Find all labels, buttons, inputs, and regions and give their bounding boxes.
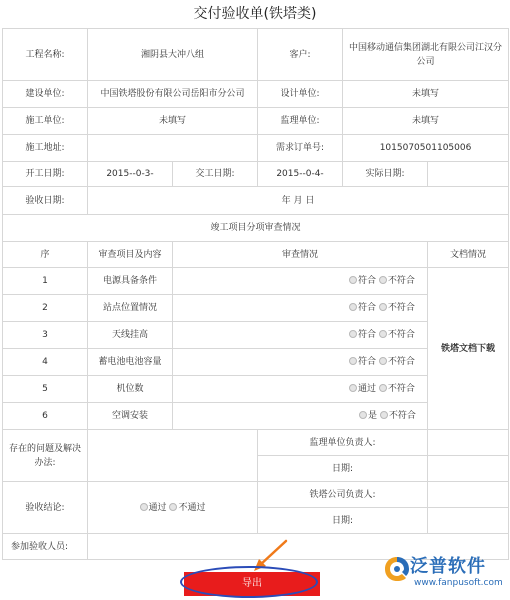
tower-lead-label: 铁塔公司负责人:: [258, 482, 428, 508]
row-dates: [3, 162, 509, 187]
order-no-value: 1015070501105006: [343, 135, 509, 162]
order-no-label: 需求订单号:: [258, 135, 343, 162]
row-seq: 2: [3, 295, 88, 322]
radio-option-b[interactable]: [379, 276, 415, 286]
radio-icon: [379, 384, 387, 392]
designer-label: 设计单位:: [258, 81, 343, 108]
row-status: [173, 403, 428, 430]
row-item: 电源具备条件: [88, 268, 173, 295]
tower-date-value[interactable]: [428, 508, 509, 534]
doc-download-link[interactable]: 铁塔文档下载: [441, 343, 496, 354]
designer-value: 未填写: [343, 81, 509, 108]
start-date-label: 开工日期:: [3, 162, 88, 187]
supervisor-lead-value[interactable]: [428, 430, 509, 456]
radio-label: 是: [368, 411, 378, 421]
tower-lead-value[interactable]: [428, 482, 509, 508]
row-status: [173, 376, 428, 403]
row-item: 空调安装: [88, 403, 173, 430]
radio-icon: [169, 503, 177, 511]
radio-label: 符合: [358, 357, 377, 367]
row-seq: 6: [3, 403, 88, 430]
acceptance-date-value: 年 月 日: [88, 187, 509, 215]
row-section-title: [3, 215, 509, 242]
radio-icon: [379, 330, 387, 338]
radio-option-fail[interactable]: [169, 503, 205, 513]
site-address-label: 施工地址:: [3, 135, 88, 162]
radio-icon: [349, 384, 357, 392]
acceptance-form: [2, 28, 509, 560]
radio-label: 不符合: [387, 303, 415, 313]
radio-option-a[interactable]: [349, 384, 376, 394]
page-title: 交付验收单(铁塔类): [193, 6, 317, 22]
review-section-title: 竣工项目分项审查情况: [3, 215, 509, 242]
row-item: 站点位置情况: [88, 295, 173, 322]
row-address: [3, 135, 509, 162]
radio-option-a[interactable]: [359, 411, 377, 421]
project-name-value: 湘阴县大冲八组: [88, 29, 258, 81]
radio-icon: [380, 411, 388, 419]
issues-label: 存在的问题及解决办法:: [3, 430, 88, 482]
row-project: [3, 29, 509, 81]
row-status: [173, 349, 428, 376]
col-item-header: 审查项目及内容: [88, 242, 173, 268]
radio-icon: [349, 276, 357, 284]
radio-label: 不符合: [387, 384, 415, 394]
review-header-row: [3, 242, 509, 268]
radio-label: 不符合: [387, 330, 415, 340]
doc-download-cell: [428, 268, 509, 430]
project-name-label: 工程名称:: [3, 29, 88, 81]
start-date-value: 2015--0-3-: [88, 162, 173, 187]
col-seq-header: 序: [3, 242, 88, 268]
radio-option-b[interactable]: [380, 411, 416, 421]
delivery-date-value: 2015--0-4-: [258, 162, 343, 187]
radio-icon: [359, 411, 367, 419]
radio-label: 不符合: [388, 411, 416, 421]
export-button[interactable]: 导出: [184, 572, 320, 596]
radio-option-a[interactable]: [349, 303, 376, 313]
row-seq: 4: [3, 349, 88, 376]
actual-date-label: 实际日期:: [343, 162, 428, 187]
participants-label: 参加验收人员:: [3, 534, 88, 560]
radio-label: 符合: [358, 303, 377, 313]
table-row: [3, 268, 509, 295]
radio-option-a[interactable]: [349, 276, 376, 286]
radio-option-a[interactable]: [349, 357, 376, 367]
row-status: [173, 295, 428, 322]
row-issues: [3, 430, 509, 456]
radio-label: 不符合: [387, 357, 415, 367]
radio-label: 通过: [358, 384, 377, 394]
radio-option-a[interactable]: [349, 330, 376, 340]
customer-label: 客户:: [258, 29, 343, 81]
radio-option-b[interactable]: [379, 357, 415, 367]
issues-value[interactable]: [88, 430, 258, 482]
delivery-date-label: 交工日期:: [173, 162, 258, 187]
radio-label: 通过: [148, 502, 167, 513]
supervisor-lead-label: 监理单位负责人:: [258, 430, 428, 456]
supervisor-date-value[interactable]: [428, 456, 509, 482]
radio-option-b[interactable]: [379, 330, 415, 340]
row-item: 天线挂高: [88, 322, 173, 349]
radio-label: 符合: [358, 330, 377, 340]
logo-url: www.fanpusoft.com: [414, 578, 503, 588]
supervisor-value: 未填写: [343, 108, 509, 135]
site-address-value: [88, 135, 258, 162]
contractor-label: 施工单位:: [3, 108, 88, 135]
radio-icon: [379, 276, 387, 284]
logo-name: 泛普软件: [410, 556, 486, 577]
row-conclusion: [3, 482, 509, 508]
supervisor-label: 监理单位:: [258, 108, 343, 135]
row-item: 蓄电池电池容量: [88, 349, 173, 376]
row-seq: 5: [3, 376, 88, 403]
actual-date-value: [428, 162, 509, 187]
radio-option-b[interactable]: [379, 303, 415, 313]
customer-value: 中国移动通信集团湖北有限公司江汉分公司: [343, 29, 509, 81]
row-seq: 3: [3, 322, 88, 349]
radio-label: 符合: [358, 276, 377, 286]
tower-date-label: 日期:: [258, 508, 428, 534]
row-acceptance-date: [3, 187, 509, 215]
radio-option-pass[interactable]: [140, 503, 167, 513]
radio-icon: [349, 330, 357, 338]
builder-label: 建设单位:: [3, 81, 88, 108]
supervisor-date-label: 日期:: [258, 456, 428, 482]
builder-value: 中国铁塔股份有限公司岳阳市分公司: [88, 81, 258, 108]
row-contractor: [3, 108, 509, 135]
row-seq: 1: [3, 268, 88, 295]
row-builder: [3, 81, 509, 108]
radio-icon: [379, 303, 387, 311]
logo-mark-icon: [382, 554, 412, 584]
conclusion-label: 验收结论:: [3, 482, 88, 534]
brand-logo: [382, 550, 506, 596]
col-docs-header: 文档情况: [428, 242, 509, 268]
col-status-header: 审查情况: [173, 242, 428, 268]
radio-option-b[interactable]: [379, 384, 415, 394]
radio-icon: [349, 357, 357, 365]
radio-icon: [379, 357, 387, 365]
contractor-value: 未填写: [88, 108, 258, 135]
radio-icon: [349, 303, 357, 311]
row-item: 机位数: [88, 376, 173, 403]
radio-label: 不通过: [178, 502, 206, 513]
acceptance-date-label: 验收日期:: [3, 187, 88, 215]
row-status: [173, 268, 428, 295]
radio-label: 不符合: [387, 276, 415, 286]
radio-icon: [140, 503, 148, 511]
row-status: [173, 322, 428, 349]
conclusion-options: [88, 482, 258, 534]
